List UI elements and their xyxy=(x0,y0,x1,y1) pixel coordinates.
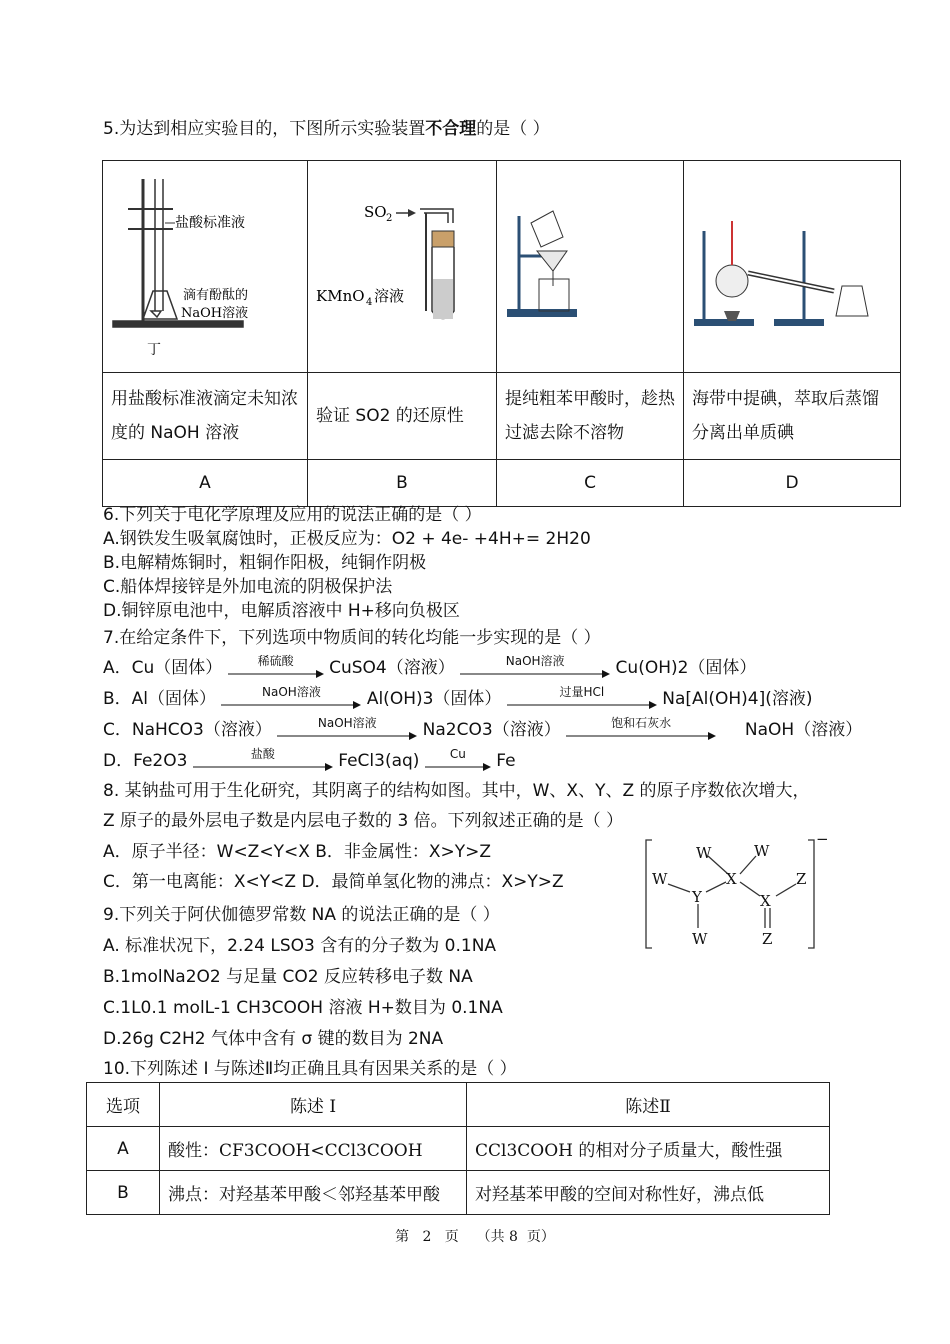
q5-desc-c: 提纯粗苯甲酸时，趁热过滤去除不溶物 xyxy=(497,373,684,460)
q5-stem: 5.为达到相应实验目的，下图所示实验装置不合理的是（ ） xyxy=(103,119,550,139)
q5-pic-a xyxy=(103,161,308,373)
page-footer: 第 2 页 （共 8 页） xyxy=(395,1229,555,1245)
q6-stem: 6.下列关于电化学原理及应用的说法正确的是（ ） xyxy=(103,505,482,525)
titration-apparatus-icon xyxy=(103,161,307,367)
reaction-arrow: 饱和石灰水 xyxy=(566,718,716,742)
q7-option-d: D．Fe2O3 盐酸 FeCl3(aq) Cu Fe xyxy=(103,747,516,771)
so2-test-tube-icon xyxy=(308,161,496,367)
svg-text:W: W xyxy=(652,870,668,888)
q5-label-b: B xyxy=(308,460,497,507)
svg-text:Z: Z xyxy=(762,930,773,948)
q10-header-statement2: 陈述Ⅱ xyxy=(467,1083,830,1127)
svg-text:2: 2 xyxy=(386,213,393,224)
q8-options-cd: C．第一电离能：X<Y<Z D．最简单氢化物的沸点：X>Y>Z xyxy=(103,872,564,892)
svg-text:Y: Y xyxy=(692,888,702,906)
q5-pic-c xyxy=(497,161,684,373)
table-row: B 沸点：对羟基苯甲酸＜邻羟基苯甲酸 对羟基苯甲酸的空间对称性好，沸点低 xyxy=(87,1171,830,1215)
q7-stem: 7.在给定条件下，下列选项中物质间的转化均能一步实现的是（ ） xyxy=(103,628,601,648)
q8-stem-line2: Z 原子的最外层电子数是内层电子数的 3 倍。下列叙述正确的是（ ） xyxy=(103,811,624,831)
q6-option-d: D.铜锌原电池中，电解质溶液中 H+移向负极区 xyxy=(103,601,460,621)
hot-filtration-icon xyxy=(497,161,683,367)
anion-structure-diagram xyxy=(640,834,840,954)
q5-label-d: D xyxy=(684,460,901,507)
q7-option-c: C．NaHCO3（溶液） NaOH溶液 Na2CO3（溶液） 饱和石灰水 NaOH（溶液） xyxy=(103,716,863,740)
q5-pic-b xyxy=(308,161,497,373)
q9-option-b: B.1molNa2O2 与足量 CO2 反应转移电子数 NA xyxy=(103,967,473,987)
svg-text:NaOH溶液: NaOH溶液 xyxy=(181,306,249,321)
q10-header-option: 选项 xyxy=(87,1083,160,1127)
q6-option-c: C.船体焊接锌是外加电流的阴极保护法 xyxy=(103,577,393,597)
q9-stem: 9.下列关于阿伏伽德罗常数 NA 的说法正确的是（ ） xyxy=(103,905,500,925)
reaction-arrow: NaOH溶液 xyxy=(277,718,417,742)
reaction-arrow: 过量HCl xyxy=(507,687,657,711)
svg-text:溶液: 溶液 xyxy=(374,287,405,305)
q8-options-ab: A．原子半径：W<Z<Y<X B．非金属性：X>Y>Z xyxy=(103,842,492,862)
q10-header-statement1: 陈述 I xyxy=(160,1083,467,1127)
reaction-arrow: NaOH溶液 xyxy=(460,656,610,680)
q6-option-a: A.钢铁发生吸氧腐蚀时，正极反应为：O2 + 4e- +4H+= 2H20 xyxy=(103,529,591,549)
reaction-arrow: 稀硫酸 xyxy=(228,656,324,680)
q9-option-a: A. 标准状况下，2.24 LSO3 含有的分子数为 0.1NA xyxy=(103,936,497,956)
svg-text:W: W xyxy=(692,930,708,948)
svg-text:Z: Z xyxy=(796,870,807,888)
q9-option-c: C.1L0.1 molL-1 CH3COOH 溶液 H+数目为 0.1NA xyxy=(103,998,503,1018)
q9-option-d: D.26g C2H2 气体中含有 σ 键的数目为 2NA xyxy=(103,1029,444,1049)
q5-label-c: C xyxy=(497,460,684,507)
svg-text:W: W xyxy=(696,844,712,862)
svg-text:4: 4 xyxy=(366,297,373,308)
table-row: A 酸性：CF3COOH<CCl3COOH CCl3COOH 的相对分子质量大，酸性强 xyxy=(87,1127,830,1171)
q5-label-a: A xyxy=(103,460,308,507)
svg-text:W: W xyxy=(754,842,770,860)
q5-desc-d: 海带中提碘，萃取后蒸馏分离出单质碘 xyxy=(684,373,901,460)
q5-desc-a: 用盐酸标准液滴定未知浓度的 NaOH 溶液 xyxy=(103,373,308,460)
svg-text:−: − xyxy=(816,834,829,848)
svg-text:盐酸标准液: 盐酸标准液 xyxy=(175,215,245,231)
q6-option-b: B.电解精炼铜时，粗铜作阳极，纯铜作阴极 xyxy=(103,553,427,573)
q7-option-a: A．Cu（固体） 稀硫酸 CuSO4（溶液） NaOH溶液 Cu(OH)2（固体） xyxy=(103,654,757,678)
q5-stem-bold: 不合理 xyxy=(425,119,477,139)
svg-text:KMnO: KMnO xyxy=(316,287,365,305)
svg-text:SO: SO xyxy=(364,203,387,221)
q5-desc-b: 验证 SO2 的还原性 xyxy=(308,373,497,460)
q5-table xyxy=(102,160,901,507)
reaction-arrow: NaOH溶液 xyxy=(221,687,361,711)
q7-option-b: B．Al（固体） NaOH溶液 Al(OH)3（固体） 过量HCl Na[Al(OH)4](溶液) xyxy=(103,685,813,709)
svg-text:丁: 丁 xyxy=(147,342,161,358)
svg-text:X: X xyxy=(760,892,771,910)
q5-pic-d xyxy=(684,161,901,373)
reaction-arrow: 盐酸 xyxy=(193,749,333,773)
q10-stem: 10.下列陈述 I 与陈述Ⅱ均正确且具有因果关系的是（ ） xyxy=(103,1059,517,1079)
reaction-arrow: Cu xyxy=(425,749,491,773)
svg-text:X: X xyxy=(726,870,737,888)
distillation-apparatus-icon xyxy=(684,161,900,367)
q10-table xyxy=(86,1082,830,1215)
svg-text:滴有酚酞的: 滴有酚酞的 xyxy=(183,288,249,303)
q8-stem-line1: 8. 某钠盐可用于生化研究，其阴离子的结构如图。其中，W、X、Y、Z 的原子序数依次增大， xyxy=(103,781,810,801)
